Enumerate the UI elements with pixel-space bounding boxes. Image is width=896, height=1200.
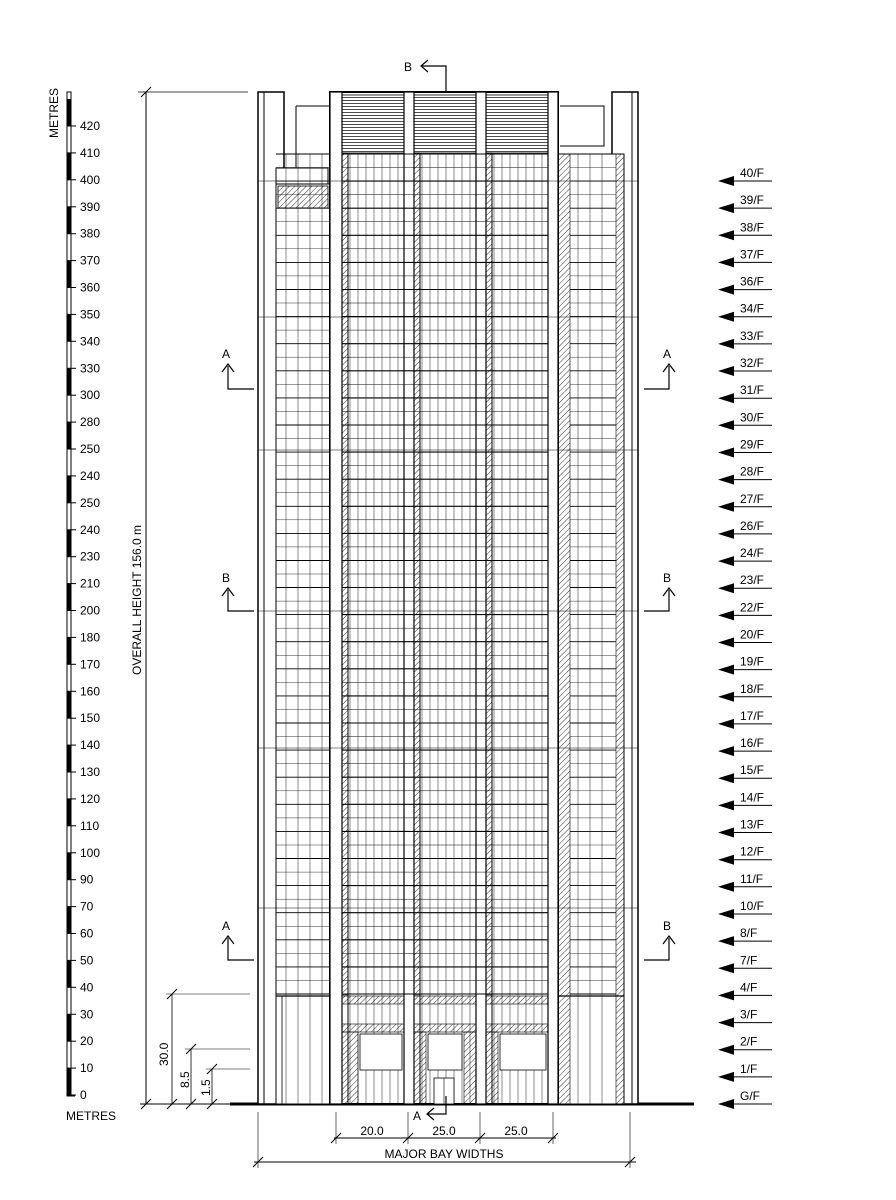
section-label-bottom: A [413, 1109, 422, 1123]
floor-label: 39/F [740, 193, 765, 208]
scale-bar-segment [67, 422, 71, 449]
level-arrow-icon [718, 855, 734, 865]
section-label-left-2: B [222, 571, 231, 585]
floor-label: 34/F [740, 301, 765, 316]
section-marker-right-2 [644, 571, 675, 611]
floor-marker [718, 926, 772, 946]
scale-tick-label: 240 [80, 522, 101, 537]
level-arrow-icon [718, 529, 734, 539]
scale-tick-label: 40 [80, 980, 94, 995]
scale-tick-label: 280 [80, 415, 101, 430]
roof-louvre-bay-2 [414, 95, 476, 153]
floor-label: 28/F [740, 464, 765, 479]
floor-label: 16/F [740, 736, 765, 751]
level-arrow-icon [718, 828, 734, 838]
floor-marker [718, 329, 772, 349]
floor-label: 27/F [740, 491, 765, 506]
section-marker-left-1 [222, 347, 254, 389]
section-label-top: B [404, 60, 413, 74]
level-arrow-icon [718, 176, 734, 186]
floor-marker [718, 220, 772, 240]
level-arrow-icon [718, 502, 734, 512]
floor-label: 1/F [740, 1061, 758, 1076]
floor-marker [718, 465, 772, 485]
scale-bar-segment [67, 960, 71, 987]
base-dim-8-5: 8.5 [178, 1071, 192, 1088]
level-arrow-icon [718, 1018, 734, 1028]
scale-tick-label: 50 [80, 953, 94, 968]
overall-height-dimension [130, 87, 248, 1109]
level-arrow-icon [718, 1072, 734, 1082]
scale-bar-segment [67, 368, 71, 395]
floor-label: 14/F [740, 790, 765, 805]
floor-label: 20/F [740, 627, 765, 642]
scale-tick-label: 140 [80, 738, 101, 753]
scale-tick-label: 240 [80, 468, 101, 483]
floor-marker [718, 845, 772, 865]
scale-tick-label: 410 [80, 145, 101, 160]
scale-bar-segment [67, 1068, 71, 1095]
scale-tick-label: 330 [80, 361, 101, 376]
scale-tick-label: 10 [80, 1061, 94, 1076]
level-arrow-icon [718, 339, 734, 349]
floor-label: 8/F [740, 926, 758, 941]
floor-level-markers [718, 166, 772, 1109]
floor-marker [718, 628, 772, 648]
scale-tick-label: 250 [80, 495, 101, 510]
level-arrow-icon [718, 773, 734, 783]
level-arrow-icon [718, 746, 734, 756]
scale-tick-label: 200 [80, 603, 101, 618]
level-arrow-icon [718, 719, 734, 729]
roof-louvre-bay-1 [342, 95, 404, 153]
floor-marker [718, 763, 772, 783]
floor-marker [718, 1035, 772, 1055]
floor-marker [718, 980, 772, 1000]
base-dimensions [140, 989, 250, 1109]
floor-marker [718, 682, 772, 702]
floor-marker [718, 736, 772, 756]
floor-label: 12/F [740, 844, 765, 859]
floor-marker [718, 899, 772, 919]
scale-tick-label: 420 [80, 119, 101, 133]
section-marker-right-1 [644, 347, 675, 389]
level-arrow-icon [718, 936, 734, 946]
floor-label: 13/F [740, 817, 765, 832]
scale-tick-label: 230 [80, 549, 101, 564]
floor-label: 32/F [740, 356, 765, 370]
floor-label: 36/F [740, 274, 765, 289]
floor-label: 23/F [740, 573, 765, 588]
level-arrow-icon [718, 257, 734, 267]
level-arrow-icon [718, 665, 734, 675]
floor-marker [718, 383, 772, 403]
scale-tick-label: 100 [80, 845, 101, 860]
left-rooftop-structure [276, 168, 328, 184]
scale-tick-label: 360 [80, 280, 101, 295]
section-label-right-1: A [663, 347, 672, 361]
scale-tick-label: 180 [80, 630, 101, 645]
floor-marker [718, 546, 772, 566]
level-arrow-icon [718, 882, 734, 892]
floor-marker [718, 818, 772, 838]
level-arrow-icon [718, 312, 734, 322]
floor-label: 7/F [740, 953, 758, 968]
scale-tick-label: 250 [80, 442, 101, 456]
scale-unit-label-top: METRES [47, 87, 61, 138]
level-arrow-icon [718, 692, 734, 702]
bay-width-1: 20.0 [360, 1124, 384, 1138]
floor-label: 15/F [740, 763, 765, 778]
scale-tick-label: 370 [80, 253, 101, 268]
level-arrow-icon [718, 420, 734, 430]
scale-bar-segment [67, 476, 71, 503]
scale-bar-segment [67, 261, 71, 288]
roof-louvre-bay-3 [486, 95, 548, 153]
scale-tick-label: 90 [80, 872, 94, 887]
scale-bar-segment [67, 853, 71, 880]
scale-tick-label: 130 [80, 765, 101, 779]
scale-tick-label: 400 [80, 172, 101, 187]
floor-label: 29/F [740, 437, 765, 452]
level-arrow-icon [718, 448, 734, 458]
floor-marker [718, 275, 772, 295]
floor-marker [718, 872, 772, 892]
floor-label: 40/F [740, 166, 765, 180]
floor-marker [718, 1089, 772, 1109]
level-arrow-icon [718, 610, 734, 620]
scale-tick-label: 120 [80, 791, 101, 806]
scale-tick-label: 340 [80, 334, 101, 349]
scale-bar-segment [67, 691, 71, 718]
level-arrow-icon [718, 1045, 734, 1055]
scale-bar-segment [67, 907, 71, 934]
base-dim-1-5: 1.5 [199, 1079, 213, 1096]
section-label-right-3: B [663, 919, 672, 933]
section-marker-right-3 [644, 919, 675, 960]
metric-scale [47, 88, 116, 1123]
floor-label: 11/F [740, 871, 764, 886]
floor-marker [718, 709, 772, 729]
floor-marker [718, 438, 772, 458]
scale-tick-label: 390 [80, 199, 101, 214]
floor-label: 22/F [740, 600, 765, 615]
floor-marker [718, 410, 772, 430]
level-arrow-icon [718, 963, 734, 973]
section-marker-left-3 [222, 919, 254, 960]
level-arrow-icon [718, 393, 734, 403]
scale-tick-label: 30 [80, 1007, 94, 1022]
floor-label: 30/F [740, 410, 765, 425]
level-arrow-icon [718, 230, 734, 240]
floor-marker [718, 953, 772, 973]
bay-width-dimensions [253, 1112, 636, 1168]
scale-tick-label: 170 [80, 657, 101, 672]
floor-label: 4/F [740, 980, 758, 995]
level-arrow-icon [718, 1099, 734, 1109]
scale-tick-label: 0 [80, 1088, 87, 1102]
scale-bar-segment [67, 1014, 71, 1041]
level-arrow-icon [718, 203, 734, 213]
floor-label: 37/F [740, 247, 765, 262]
scale-tick-label: 380 [80, 226, 101, 241]
scale-bar-segment [67, 99, 71, 126]
scale-tick-label: 150 [80, 711, 101, 726]
floor-label: 19/F [740, 654, 765, 669]
section-label-left-3: A [222, 919, 231, 933]
floor-marker [718, 600, 772, 620]
floor-marker [718, 790, 772, 810]
scale-tick-label: 70 [80, 899, 94, 914]
floor-label: 17/F [740, 708, 765, 723]
base-dim-30: 30.0 [157, 1042, 171, 1066]
floor-marker [718, 247, 772, 267]
floor-label: 33/F [740, 328, 765, 343]
scale-tick-label: 110 [80, 818, 100, 833]
scale-tick-label: 60 [80, 926, 94, 941]
section-marker-left-2 [222, 571, 254, 611]
floor-marker [718, 166, 772, 186]
floor-label: 10/F [740, 899, 765, 913]
building-elevation [230, 92, 694, 1104]
floor-label: G/F [740, 1089, 760, 1103]
scale-bar-segment [67, 153, 71, 180]
level-arrow-icon [718, 800, 734, 810]
level-arrow-icon [718, 285, 734, 295]
level-arrow-icon [718, 909, 734, 919]
floor-marker [718, 193, 772, 213]
scale-unit-label-bottom: METRES [66, 1109, 117, 1123]
floor-marker [718, 492, 772, 512]
bay-width-3: 25.0 [504, 1124, 528, 1138]
scale-tick-label: 20 [80, 1034, 94, 1049]
section-label-left-1: A [222, 347, 231, 361]
floor-label: 3/F [740, 1007, 758, 1022]
scale-bar-segment [67, 745, 71, 772]
section-marker-top [404, 60, 446, 92]
scale-ticks [67, 119, 100, 1102]
level-arrow-icon [718, 366, 734, 376]
floor-marker [718, 573, 772, 593]
floor-marker [718, 356, 772, 376]
bay-widths-label: MAJOR BAY WIDTHS [384, 1147, 504, 1161]
floor-label: 2/F [740, 1034, 758, 1049]
floor-marker [718, 519, 772, 539]
floor-marker [718, 1062, 772, 1082]
scale-bar-segment [67, 530, 71, 557]
scale-bar-segment [67, 314, 71, 341]
floor-label: 31/F [740, 383, 765, 398]
floor-marker [718, 1008, 772, 1028]
overall-height-label: OVERALL HEIGHT 156.0 m [130, 524, 144, 675]
floor-marker [718, 655, 772, 675]
level-arrow-icon [718, 583, 734, 593]
floor-label: 18/F [740, 681, 765, 696]
section-label-right-2: B [663, 571, 672, 585]
level-arrow-icon [718, 556, 734, 566]
floor-label: 26/F [740, 518, 765, 533]
level-arrow-icon [718, 475, 734, 485]
floor-label: 38/F [740, 220, 765, 235]
scale-tick-label: 300 [80, 388, 101, 403]
scale-tick-label: 160 [80, 684, 101, 699]
level-arrow-icon [718, 638, 734, 648]
scale-bar-segment [67, 637, 71, 664]
scale-tick-label: 210 [80, 576, 101, 591]
scale-tick-label: 350 [80, 307, 101, 322]
floor-marker [718, 302, 772, 322]
level-arrow-icon [718, 990, 734, 1000]
scale-bar-segment [67, 207, 71, 234]
scale-bar-segment [67, 799, 71, 826]
bay-width-2: 25.0 [432, 1124, 456, 1138]
floor-label: 24/F [740, 546, 765, 561]
main-tower [330, 92, 558, 1104]
scale-bar-segment [67, 584, 71, 611]
